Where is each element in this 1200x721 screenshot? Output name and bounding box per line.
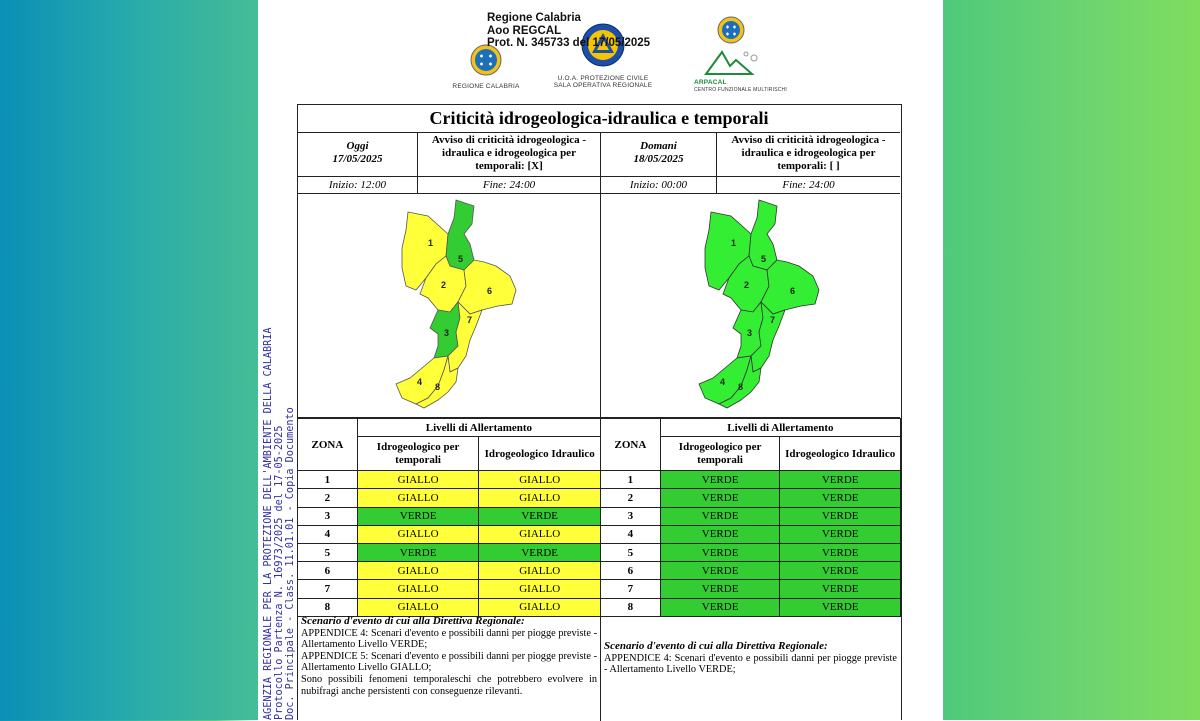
- tomorrow-zona-cell: 1: [601, 471, 661, 489]
- stamp-line-3: Doc. Principale - Class. 11.01.01 - Copia Documento: [285, 407, 296, 720]
- tomorrow-livelli-header: Livelli di Allertamento: [660, 419, 900, 437]
- protocol-block: [487, 12, 650, 50]
- tomorrow-idraulico-cell: VERDE: [780, 471, 901, 489]
- logo-protezione-text-2: SALA OPERATIVA REGIONALE: [553, 82, 653, 89]
- today-idraulico-cell: GIALLO: [479, 489, 601, 507]
- today-idraulico-cell: GIALLO: [479, 525, 601, 543]
- today-zona-cell: 2: [298, 489, 358, 507]
- tomorrow-col1-header: Idrogeologico per temporali: [660, 437, 780, 471]
- tomorrow-fine: Fine: 24:00: [717, 177, 900, 194]
- tomorrow-calabria-map: [601, 194, 900, 418]
- today-idraulico-cell: GIALLO: [479, 471, 601, 489]
- tomorrow-zona-cell: 6: [601, 562, 661, 580]
- today-zone-label-7: 7: [467, 315, 473, 325]
- today-zone-label-3: 3: [444, 328, 450, 338]
- tomorrow-zone-label-5: 5: [761, 254, 767, 264]
- today-scenario-p3: Sono possibili fenomeni temporaleschi che potrebbero evolvere in nubifragi anche persistenti con conseguenze rilevanti.: [301, 673, 597, 697]
- today-livelli-header: Livelli di Allertamento: [357, 419, 600, 437]
- tomorrow-levels-table: [600, 418, 901, 617]
- tomorrow-idraulico-cell: VERDE: [780, 525, 901, 543]
- today-calabria-map: [298, 194, 601, 418]
- tomorrow-level-row: [601, 525, 901, 543]
- tomorrow-level-row: [601, 507, 901, 525]
- today-map: [298, 194, 601, 418]
- stamp-line-1: AGENZIA REGIONALE PER LA PROTEZIONE DELL'AMBIENTE DELLA CALABRIA: [263, 327, 274, 720]
- arpacal-mountain-icon: [702, 48, 762, 78]
- today-temporali-cell: VERDE: [357, 507, 479, 525]
- today-zone-label-6: 6: [487, 286, 493, 296]
- tomorrow-level-row: [601, 562, 901, 580]
- today-avviso: Avviso di criticità idrogeologica - idraulica e idrogeologica per temporali: [X]: [418, 132, 601, 177]
- tomorrow-zona-cell: 3: [601, 507, 661, 525]
- today-zona-cell: 5: [298, 543, 358, 561]
- bulletin-title: Criticità idrogeologica-idraulica e temporali: [298, 105, 900, 133]
- logo-regione-text: REGIONE CALABRIA: [452, 83, 520, 90]
- today-inizio: Inizio: 12:00: [298, 177, 418, 194]
- tomorrow-temporali-cell: VERDE: [660, 580, 780, 598]
- logo-protezione-text-1: U.O.A. PROTEZIONE CIVILE: [557, 75, 649, 82]
- tomorrow-scenario-heading: Scenario d'evento di cui alla Direttiva Regionale:: [604, 640, 828, 652]
- today-date-cell: [298, 132, 418, 177]
- today-zona-cell: 8: [298, 598, 358, 616]
- today-levels-table: [297, 418, 601, 617]
- tomorrow-col2-header: Idrogeologico Idraulico: [780, 437, 901, 471]
- today-scenario: [298, 616, 601, 721]
- tomorrow-zone-label-3: 3: [747, 328, 753, 338]
- today-zona-cell: 3: [298, 507, 358, 525]
- regione-seal-icon: [716, 14, 746, 46]
- today-scenario-p2: APPENDICE 5: Scenari d'evento e possibili danni per piogge previste - Allertamento Livello GIALLO;: [301, 650, 597, 674]
- today-temporali-cell: GIALLO: [357, 471, 479, 489]
- tomorrow-zona-cell: 8: [601, 598, 661, 616]
- tomorrow-idraulico-cell: VERDE: [780, 580, 901, 598]
- tomorrow-idraulico-cell: VERDE: [780, 507, 901, 525]
- today-zona-cell: 6: [298, 562, 358, 580]
- today-idraulico-cell: GIALLO: [479, 562, 601, 580]
- today-zona-header: ZONA: [298, 419, 358, 471]
- tomorrow-temporali-cell: VERDE: [660, 525, 780, 543]
- today-scenario-p1: APPENDICE 4: Scenari d'evento e possibili danni per piogge previste - Allertamento Livello VERDE;: [301, 627, 597, 651]
- today-temporali-cell: VERDE: [357, 543, 479, 561]
- today-idraulico-cell: VERDE: [479, 507, 601, 525]
- tomorrow-zona-cell: 2: [601, 489, 661, 507]
- tomorrow-idraulico-cell: VERDE: [780, 489, 901, 507]
- tomorrow-temporali-cell: VERDE: [660, 562, 780, 580]
- logo-arpacal-text: ARPACAL: [694, 79, 727, 86]
- today-level-row: [298, 507, 601, 525]
- tomorrow-temporali-cell: VERDE: [660, 543, 780, 561]
- today-idraulico-cell: GIALLO: [479, 598, 601, 616]
- today-temporali-cell: GIALLO: [357, 489, 479, 507]
- today-zona-cell: 7: [298, 580, 358, 598]
- tomorrow-idraulico-cell: VERDE: [780, 562, 901, 580]
- today-temporali-cell: GIALLO: [357, 562, 479, 580]
- tomorrow-level-row: [601, 471, 901, 489]
- tomorrow-level-row: [601, 580, 901, 598]
- today-level-row: [298, 543, 601, 561]
- tomorrow-zona-header: ZONA: [601, 419, 661, 471]
- today-zone-label-4: 4: [417, 377, 423, 387]
- today-scenario-heading: Scenario d'evento di cui alla Direttiva Regionale:: [301, 615, 525, 627]
- tomorrow-zone-label-8: 8: [738, 382, 744, 392]
- tomorrow-zona-cell: 7: [601, 580, 661, 598]
- background-right: [943, 0, 1200, 720]
- tomorrow-temporali-cell: VERDE: [660, 507, 780, 525]
- today-level-row: [298, 562, 601, 580]
- tomorrow-idraulico-cell: VERDE: [780, 598, 901, 616]
- background-left: [0, 0, 258, 720]
- bulletin-table: [297, 104, 902, 720]
- protocol-stamp: [263, 327, 296, 720]
- today-temporali-cell: GIALLO: [357, 598, 479, 616]
- tomorrow-temporali-cell: VERDE: [660, 471, 780, 489]
- logo-arpacal-sub: CENTRO FUNZIONALE MULTIRISCHI: [694, 87, 787, 93]
- tomorrow-scenario: [601, 641, 900, 721]
- today-level-row: [298, 489, 601, 507]
- today-zone-label-2: 2: [441, 280, 447, 290]
- tomorrow-date: 18/05/2025: [633, 153, 684, 165]
- tomorrow-zone-label-4: 4: [720, 377, 726, 387]
- tomorrow-level-row: [601, 598, 901, 616]
- tomorrow-map: [601, 194, 900, 418]
- tomorrow-inizio: Inizio: 00:00: [601, 177, 717, 194]
- today-idraulico-cell: VERDE: [479, 543, 601, 561]
- today-temporali-cell: GIALLO: [357, 580, 479, 598]
- today-level-row: [298, 471, 601, 489]
- today-label: Oggi: [346, 140, 369, 152]
- today-idraulico-cell: GIALLO: [479, 580, 601, 598]
- tomorrow-scenario-p1: APPENDICE 4: Scenari d'evento e possibili danni per piogge previste - Allertamento Livello VERDE;: [604, 652, 897, 676]
- tomorrow-avviso: Avviso di criticità idrogeologica - idraulica e idrogeologica per temporali: [ ]: [717, 132, 900, 177]
- tomorrow-level-row: [601, 489, 901, 507]
- tomorrow-zona-cell: 5: [601, 543, 661, 561]
- today-zone-label-5: 5: [458, 254, 464, 264]
- today-level-row: [298, 598, 601, 616]
- tomorrow-level-row: [601, 543, 901, 561]
- tomorrow-label: Domani: [640, 140, 677, 152]
- tomorrow-zona-cell: 4: [601, 525, 661, 543]
- today-zona-cell: 4: [298, 525, 358, 543]
- today-temporali-cell: GIALLO: [357, 525, 479, 543]
- tomorrow-temporali-cell: VERDE: [660, 489, 780, 507]
- tomorrow-idraulico-cell: VERDE: [780, 543, 901, 561]
- today-zone-label-1: 1: [428, 238, 434, 248]
- tomorrow-date-cell: [601, 132, 717, 177]
- tomorrow-zone-label-1: 1: [731, 238, 737, 248]
- tomorrow-zone-label-7: 7: [770, 315, 776, 325]
- protocol-line-2: Aoo REGCAL: [487, 24, 562, 37]
- today-level-row: [298, 525, 601, 543]
- today-zone-label-8: 8: [435, 382, 441, 392]
- today-col2-header: Idrogeologico Idraulico: [479, 437, 601, 471]
- today-col1-header: Idrogeologico per temporali: [357, 437, 479, 471]
- today-fine: Fine: 24:00: [418, 177, 601, 194]
- tomorrow-zone-label-6: 6: [790, 286, 796, 296]
- today-zona-cell: 1: [298, 471, 358, 489]
- stamp-line-2: Protocollo Partenza N. 16973/2025 del 17-05-2025: [274, 425, 285, 720]
- protocol-line-3: Prot. N. 345733 del 17/05/2025: [487, 37, 651, 49]
- protocol-line-1: Regione Calabria: [487, 12, 581, 24]
- tomorrow-temporali-cell: VERDE: [660, 598, 780, 616]
- tomorrow-zone-label-2: 2: [744, 280, 750, 290]
- today-level-row: [298, 580, 601, 598]
- today-date: 17/05/2025: [332, 153, 383, 165]
